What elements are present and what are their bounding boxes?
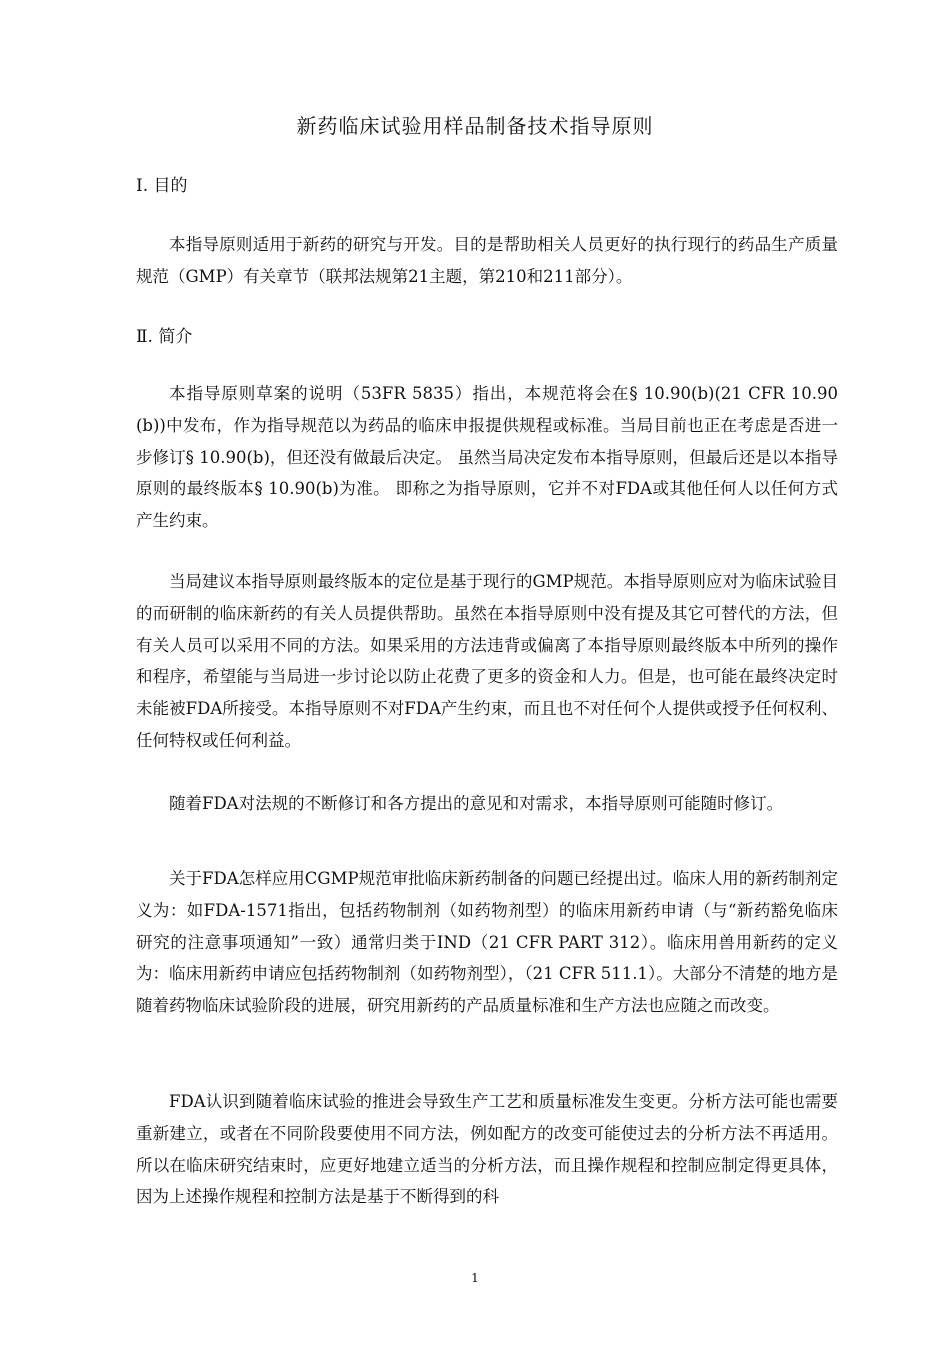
- document-title: 新药临床试验用样品制备技术指导原则: [296, 114, 654, 138]
- section-heading-introduction: Ⅱ. 简介: [136, 327, 193, 347]
- paragraph-intro-3: 随着FDA对法规的不断修订和各方提出的意见和对需求，本指导原则可能随时修订。: [169, 794, 784, 813]
- paragraph-purpose: 本指导原则适用于新药的研究与开发。目的是帮助相关人员更好的执行现行的药品生产质量规范（GMP）有关章节（联邦法规第21主题，第210和211部分）。: [136, 235, 838, 286]
- paragraph-intro-4: 关于FDA怎样应用CGMP规范审批临床新药制备的问题已经提出过。临床人用的新药制剂定义为：如FDA-1571指出，包括药物制剂（如药物剂型）的临床用新药申请（与“新药豁免临床研究的注意事项通知”一致）通常归类于IND（21 CFR PART 312）。临床用兽用新药的定义为：临床用新药申请应包括药物制剂（如药物剂型），（21 CFR 511.1）。大部分不清楚的地方是随着药物临床试验阶段的进展，研究用新药的产品质量标准和生产方法也应随之而改变。: [136, 869, 838, 1016]
- page-number: 1: [471, 1271, 479, 1285]
- paragraph-intro-2: 当局建议本指导原则最终版本的定位是基于现行的GMP规范。本指导原则应对为临床试验目的而研制的临床新药的有关人员提供帮助。虽然在本指导原则中没有提及其它可替代的方法，但有关人员可以采用不同的方法。如果采用的方法违背或偏离了本指导原则最终版本中所列的操作和程序，希望能与当局进一步讨论以防止花费了更多的资金和人力。但是，也可能在最终决定时未能被FDA所接受。本指导原则不对FDA产生约束，而且也不对任何个人提供或授予任何权利、任何特权或任何利益。: [136, 572, 838, 750]
- paragraph-intro-5: FDA认识到随着临床试验的推进会导致生产工艺和质量标准发生变更。分析方法可能也需要重新建立，或者在不同阶段要使用不同方法，例如配方的改变可能使过去的分析方法不再适用。所以在临床研究结束时，应更好地建立适当的分析方法，而且操作规程和控制应制定得更具体，因为上述操作规程和控制方法是基于不断得到的科: [136, 1092, 838, 1207]
- paragraph-intro-1: 本指导原则草案的说明（53FR 5835）指出，本规范将会在§ 10.90(b)(21 CFR 10.90 (b))中发布，作为指导规范以为药品的临床申报提供规程或标准。当局目前也正在考虑是否进一步修订§ 10.90(b)，但还没有做最后决定。 虽然当局决定发布本指导原则，但最后还是以本指导原则的最终版本§ 10.90(b)为准。 即称之为指导原则，它并不对FDA或其他任何人以任何方式产生约束。: [136, 384, 838, 531]
- section-heading-purpose: Ⅰ. 目的: [136, 176, 188, 196]
